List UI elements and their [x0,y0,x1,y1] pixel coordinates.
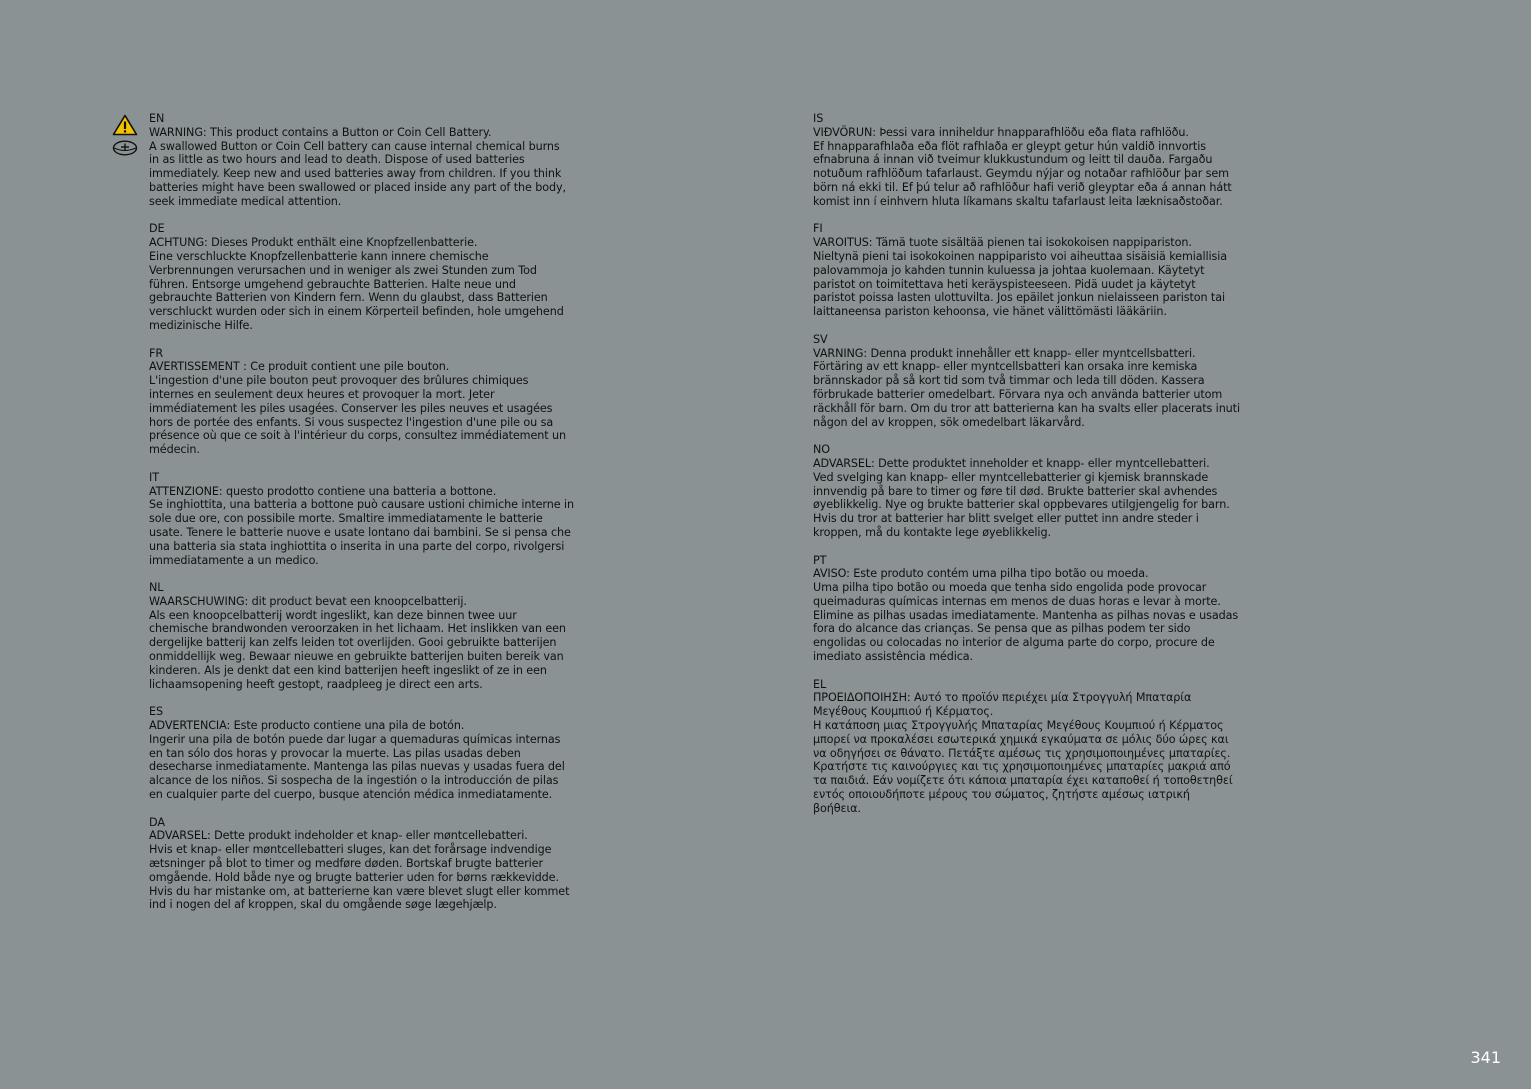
section-body: Förtäring av ett knapp- eller myntcellsbatteri kan orsaka inre kemiska brännskador på så kort tid som två timmar och leda till döden. Kassera förbrukade batterier omedelbart. Förvara nya och använda batterier utom räckhåll för barn. Om du tror att batterierna kan ha svalts eller placerats inuti någon del av kroppen, sök omedelbart läkarvård. [813,360,1240,429]
section-body: A swallowed Button or Coin Cell battery can cause internal chemical burns in as little as two hours and lead to death. Dispose of used batteries immediately. Keep new and used batteries away from children. If you think batteries might have been swallowed or placed inside any part of the body, seek immediate medical attention. [149,139,566,208]
section-heading: ΠΡΟΕΙΔΟΠΟΙΗΣΗ: Αυτό το προϊόν περιέχει μία Στρογγυλή Μπαταρία Μεγέθους Κουμπιού ή Κέρματος. [813,691,1192,719]
warning-section-fr [149,347,609,457]
section-lang: PT [813,553,827,567]
left-column [149,112,609,926]
section-heading: ADVARSEL: Dette produktet inneholder et knapp- eller myntcellebatteri. [813,456,1210,470]
section-heading: VIÐVÖRUN: Þessi vara inniheldur hnapparafhlöðu eða flata rafhlöðu. [813,125,1189,139]
section-heading: ATTENZIONE: questo prodotto contiene una batteria a bottone. [149,484,497,498]
section-heading: ADVARSEL: Dette produkt indeholder et knap- eller møntcellebatteri. [149,829,528,843]
warning-section-el [813,678,1273,816]
section-body: Η κατάποση μιας Στρογγυλής Μπαταρίας Μεγέθους Κουμπιού ή Κέρματος μπορεί να προκαλέσει εσωτερικά χημικά εγκαύματα σε μόλις δύο ώρες και να οδηγήσει σε θάνατο. Πετάξτε αμέσως τις χρησιμοποιημένες μπαταρίες. Κρατήστε τις καινούργιες και τις χρησιμοποιημένες μπαταρίες μακριά από τα παιδιά. Εάν νομίζετε ότι κάποια μπαταρία έχει καταποθεί ή τοποθετηθεί εντός οποιουδήποτε μέρους του σώματος, ζητήστε αμέσως ιατρική βοήθεια. [813,719,1233,815]
section-lang: NL [149,581,164,595]
section-heading: AVISO: Este produto contém uma pilha tipo botão ou moeda. [813,567,1149,581]
safety-icons [112,114,138,158]
coin-cell-battery-icon [112,138,138,158]
warning-icon [112,114,138,136]
warning-section-sv [813,333,1273,430]
section-lang: EL [813,677,827,691]
section-lang: DE [149,222,165,236]
section-lang: EN [149,112,165,125]
section-body: Uma pilha tipo botão ou moeda que tenha sido engolida pode provocar queimaduras químicas internas em menos de duas horas e levar à morte. Elimine as pilhas usadas imediatamente. Mantenha as pilhas novas e usadas fora do alcance das crianças. Se pensa que as pilhas podem ter sido engolidas ou colocadas no interior de alguma parte do corpo, procure de imediato assistência médica. [813,581,1239,664]
section-heading: WAARSCHUWING: dit product bevat een knoopcelbatterij. [149,594,467,608]
section-body: Ingerir una pila de botón puede dar lugar a quemaduras químicas internas en tan sólo dos horas y provocar la muerte. Las pilas usadas deben desecharse inmediatamente. Mantenga las pilas nuevas y usadas fuera del alcance de los niños. Si sospecha de la ingestión o la introducción de pilas en cualquier parte del cuerpo, busque atención médica inmediatamente. [149,732,565,802]
section-body: Ef hnapparafhlaða eða flöt rafhlaða er gleypt getur hún valdið innvortis efnabruna á innan við tveimur klukkustundum og leitt til dauða. Fargaðu notuðum rafhlöðum tafarlaust. Geymdu nýjar og notaðar rafhlöður þar sem börn ná ekki til. Ef þú telur að rafhlöður hafi verið gleyptar eða á annan hátt komist inn í einhvern hluta líkamans skaltu tafarlaust leita læknisaðstoðar. [813,139,1232,208]
section-body: Se inghiottita, una batteria a bottone può causare ustioni chimiche interne in sole due ore, con possibile morte. Smaltire immediatamente le batterie usate. Tenere le batterie nuove e usate lontano dai bambini. Se si pensa che una batteria sia stata inghiottita o inserita in una parte del corpo, rivolgersi immediatamente a un medico. [149,498,574,567]
warning-section-it [149,471,609,568]
warning-section-is [813,112,1273,209]
section-heading: AVERTISSEMENT : Ce produit contient une pile bouton. [149,360,450,374]
section-body: Nieltynä pieni tai isokokoinen nappiparisto voi aiheuttaa sisäisiä kemiallisia palovammoja jo kahden tunnin kuluessa ja johtaa kuolemaan. Käytetyt paristot on toimitettava heti keräyspisteeseen. Pidä uudet ja käytetyt paristot poissa lasten ulottuvilta. Jos epäilet jonkun nielaisseen pariston tai laittaneensa pariston kehoonsa, vie hänet välittömästi lääkäriin. [813,249,1228,319]
section-body: Als een knoopcelbatterij wordt ingeslikt, kan deze binnen twee uur chemische brandwonden veroorzaken in het lichaam. Het inslikken van een dergelijke batterij kan zelfs leiden tot overlijden. Gooi gebruikte batterijen onmiddellijk weg. Bewaar nieuwe en gebruikte batterijen buiten bereik van kinderen. Als je denkt dat een kind batterijen heeft ingeslikt of ze in een lichaamsopening heeft gestopt, raadpleeg je direct een arts. [149,608,566,691]
right-column [813,112,1273,829]
warning-section-nl [149,581,609,691]
page-number: 341 [1470,1048,1501,1067]
section-lang: ES [149,705,163,719]
section-body: L'ingestion d'une pile bouton peut provoquer des brûlures chimiques internes en seulement deux heures et provoquer la mort. Jeter immédiatement les piles usagées. Conserver les piles neuves et usagées hors de portée des enfants. Si vous suspectez l'ingestion d'une pile ou sa présence où que ce soit à l'intérieur du corps, consultez immédiatement un médecin. [149,374,566,457]
warning-section-fi [813,222,1273,319]
section-body: Hvis et knap- eller møntcellebatteri sluges, kan det forårsage indvendige ætsninger på blot to timer og medføre døden. Bortskaf brugte batterier omgående. Hold både nye og brugte batterier uden for børns rækkevidde. Hvis du har mistanke om, at batterierne kan være blevet slugt eller kommet ind i nogen del af kroppen, skal du omgående søge lægehjælp. [149,843,570,912]
section-heading: VARNING: Denna produkt innehåller ett knapp- eller myntcellsbatteri. [813,346,1196,360]
section-lang: FI [813,222,823,236]
section-lang: SV [813,332,828,346]
warning-section-es [149,705,609,802]
section-lang: NO [813,443,830,457]
warning-section-pt [813,554,1273,664]
section-lang: IS [813,112,824,125]
section-heading: ACHTUNG: Dieses Produkt enthält eine Knopfzellenbatterie. [149,236,478,250]
warning-section-no [813,443,1273,540]
section-heading: ADVERTENCIA: Este producto contiene una pila de botón. [149,719,465,733]
warning-section-en [149,112,609,209]
warning-section-de [149,222,609,332]
section-body: Ved svelging kan knapp- eller myntcellebatterier gi kjemisk brannskade innvendig på bare to timer og føre til død. Brukte batterier skal avhendes øyeblikkelig. Nye og brukte batterier skal oppbevares utilgjengelig for barn. Hvis du tror at batterier har blitt svelget eller puttet inn andre steder i kroppen, må du kontakte lege øyeblikkelig. [813,470,1230,539]
section-lang: DA [149,815,165,829]
warning-section-da [149,816,609,913]
section-lang: IT [149,470,159,484]
section-lang: FR [149,346,164,360]
section-heading: VAROITUS: Tämä tuote sisältää pienen tai isokokoisen nappipariston. [813,236,1192,250]
section-heading: WARNING: This product contains a Button or Coin Cell Battery. [149,125,492,139]
section-body: Eine verschluckte Knopfzellenbatterie kann innere chemische Verbrennungen verursachen und in weniger als zwei Stunden zum Tod führen. Entsorge umgehend gebrauchte Batterien. Halte neue und gebrauchte Batterien von Kindern fern. Wenn du glaubst, dass Batterien verschluckt wurden oder sich in einem Körperteil befinden, hole umgehend medizinische Hilfe. [149,249,564,332]
